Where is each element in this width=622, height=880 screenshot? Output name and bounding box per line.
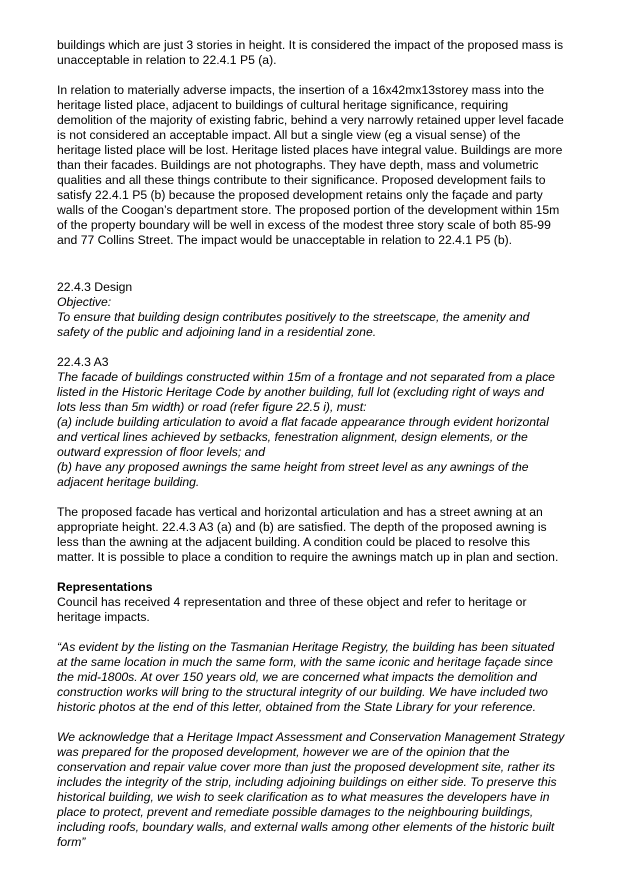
paragraph-adverse-impacts: In relation to materially adverse impacts, the insertion of a 16x42mx13storey mass into the heritage listed place, adjacent to buildings of cultural heritage significance, requiring demolition of the majority of existing fabric, behind a very narrowly retained upper level facade is not considered an acceptable impact. All but a single view (eg a visual sense) of the heritage listed place will be lost. Heritage listed places have integral value. Buildings are more than their facades. Buildings are not photographs. They have depth, mass and volumetric qualities and all these things contribute to their significance. Proposed development fails to satisfy 22.4.1 P5 (b) because the proposed development retains only the façade and party walls of the Coogan’s department store. The proposed portion of the development within 15m of the property boundary will be well in excess of the modest three story scale of both 85-99 and 77 Collins Street. The impact would be unacceptable in relation to 22.4.1 P5 (b). xyxy=(57,83,564,247)
representation-quote-2: We acknowledge that a Heritage Impact Assessment and Conservation Management Strategy was prepared for the proposed development, however we are of the opinion that the conservation and repair value cover more than just the proposed development site, rather its includes the integrity of the strip, including adjoining buildings on either side. To preserve this historical building, we wish to seek clarification as to what measures the developers have in place to protect, prevent and remediate possible damages to the neighbouring buildings, including roofs, boundary walls, and external walls among other elements of the historic built form” xyxy=(57,730,565,849)
representations-text: Council has received 4 representation and three of these object and refer to heritage or heritage impacts. xyxy=(57,595,527,624)
paragraph-mass-impact: buildings which are just 3 stories in height. It is considered the impact of the proposed mass is unacceptable in relation to 22.4.1 P5 (a). xyxy=(57,38,564,67)
paragraph-facade-assessment: The proposed facade has vertical and horizontal articulation and has a street awning at an appropriate height. 22.4.3 A3 (a) and (b) are satisfied. The depth of the proposed awning is less than the awning at the adjacent building. A condition could be placed to resolve this matter. It is possible to place a condition to require the awnings match up in plan and section. xyxy=(57,505,559,564)
a3-intro: The facade of buildings constructed within 15m of a frontage and not separated from a place listed in the Historic Heritage Code by another building, full lot (excluding right of ways and lots less than 5m width) or road (refer figure 22.5 i), must: xyxy=(57,370,555,414)
objective-text: To ensure that building design contributes positively to the streetscape, the amenity and safety of the public and adjoining land in a residential zone. xyxy=(57,310,530,339)
representation-quote-1: “As evident by the listing on the Tasmanian Heritage Registry, the building has been situated at the same location in much the same form, with the same iconic and heritage façade since the mid-1800s. At over 150 years old, we are concerned what impacts the demolition and construction works will bring to the structural integrity of our building. We have included two historic photos at the end of this letter, obtained from the State Library for your reference. xyxy=(57,640,555,714)
a3-item-b: (b) have any proposed awnings the same height from street level as any awnings of the adjacent heritage building. xyxy=(57,460,529,489)
section-heading-a3: 22.4.3 A3 xyxy=(57,355,109,369)
objective-label: Objective: xyxy=(57,295,112,309)
a3-item-a: (a) include building articulation to avoid a flat facade appearance through evident horizontal and vertical lines achieved by setbacks, fenestration alignment, design elements, or the outward expression of floor levels; and xyxy=(57,415,549,459)
section-heading-representations: Representations xyxy=(57,580,153,594)
section-heading-design: 22.4.3 Design xyxy=(57,280,133,294)
